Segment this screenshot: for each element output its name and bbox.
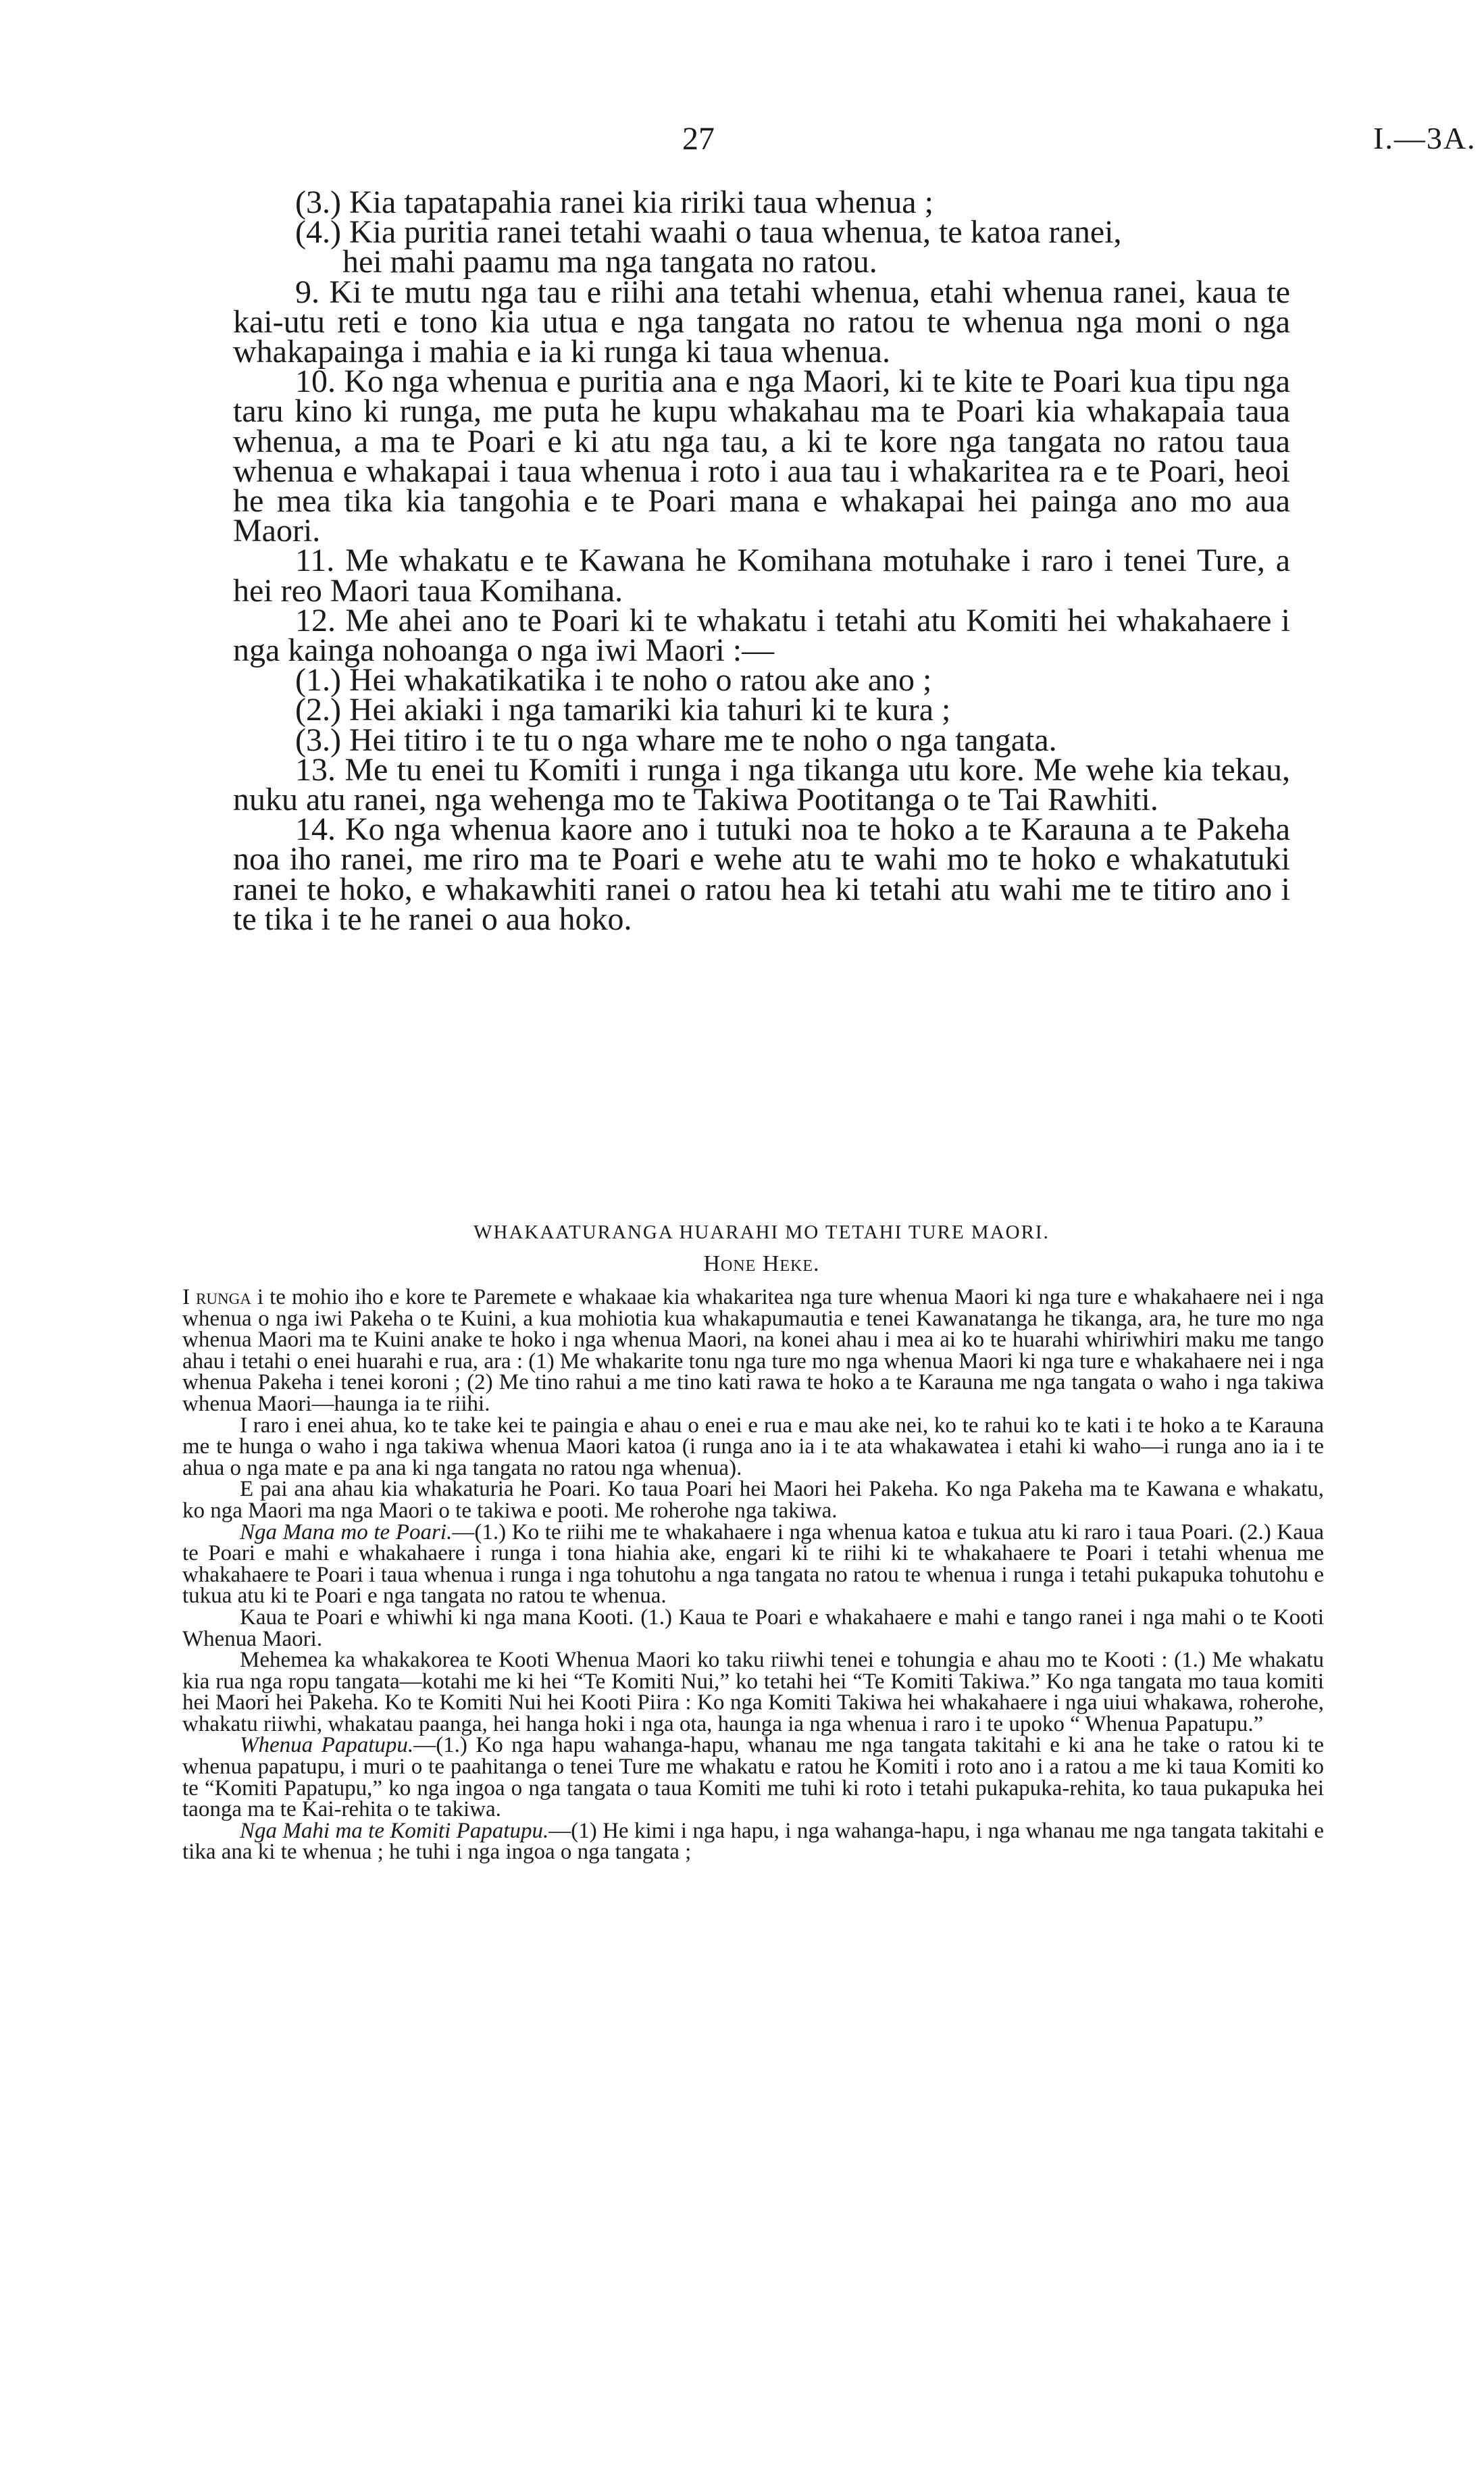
page-number: 27 [682, 121, 715, 157]
memo-paragraph-1-text: i te mohio iho e kore te Paremete e whakaae kia whakaritea nga ture whenua Maori ki nga ture e whakahaere nei i nga whenua o nga iwi Pakeha o te Kuini, a kua mohiotia kua whakapumautia e tenei Kawanatanga he tikanga, ara, he ture mo nga whenua Maori ma te Kuini anake te hoko i nga whenua Maori, na konei ahau i mea ai ko te huarahi whiriwhiri maku me tango ahau i tetahi o enei huarahi e rua, ara : (1) Me whakarite tonu nga ture mo nga whenua Maori ki nga ture e whakahaere nei i nga whenua Pakeha i tenei koroni ; (2) Me tino rahui a me tino kati rawa te hoko a te Karauna me nga tangata o waho i nga takiwa whenua Maori—haunga ia te riihi. [182, 1285, 1324, 1416]
bill-clauses [233, 184, 1290, 937]
clause-12-item-1: (1.) Hei whakatikatika i te noho o ratou ake ano ; [295, 662, 932, 699]
clause-8-item-4-continued: hei mahi paamu ma nga tangata no ratou. [342, 244, 877, 280]
clause-11: 11. Me whakatu e te Kawana he Komihana motuhake i raro i tenei Ture, a hei reo Maori taua Komihana. [233, 543, 1290, 609]
memo-paragraph-7 [182, 1735, 1324, 1820]
memo-paragraph-4 [182, 1519, 1324, 1609]
memo-paragraph-6: Mehemea ka whakakorea te Kooti Whenua Maori ko taku riiwhi tenei e tohungia e ahau mo te Kooti : (1.) Me whakatu kia rua nga ropu tangata—kotahi me ki hei “Te Komiti Nui,” ko tetahi hei “Te Komiti Takiwa.” Ko nga tangata mo taua komiti hei Maori hei Pakeha. Ko te Komiti Nui hei Kooti Piira : Ko nga Komiti Takiwa hei whakahaere i nga uiui whakawa, roherohe, whakatu riiwhi, whakatau paanga, hei hanga hoki i nga ota, haunga ia nga whenua i raro i te upoko “ Whenua Papatupu.” [182, 1648, 1324, 1736]
section-heading-committee-duties: Nga Mahi ma te Komiti Papatupu. [240, 1818, 549, 1843]
memo-paragraph-8-text: —(1) He kimi i nga hapu, i nga wahanga-hapu, i nga whanau me nga tangata takitahi e tika ana ki te whenua ; he tuhi i nga ingoa o nga tangata ; [182, 1818, 1324, 1865]
memo-lead-words: I runga [182, 1285, 251, 1309]
memo-paragraph-5: Kaua te Poari e whiwhi ki nga mana Kooti. (1.) Kaua te Poari e whakahaere e mahi e tango ranei i nga mahi o te Kooti Whenua Maori. [182, 1605, 1324, 1651]
clause-12: 12. Me ahei ano te Poari ki te whakatu i tetahi atu Komiti hei whakahaere i nga kainga nohoanga o nga iwi Maori :— [233, 602, 1290, 669]
section-heading-board-powers: Nga Mana mo te Poari. [240, 1519, 453, 1544]
memo-paragraph-8 [182, 1818, 1324, 1865]
memo-paragraph-2: I raro i enei ahua, ko te take kei te paingia e ahau o enei e rua e mau ake nei, ko te rahui ko te kati i te hoko a te Karauna me te hunga o waho i nga takiwa whenua Maori katoa (i runga ano ia i te ata whakawatea i etahi ki waho—i runga ano ia i te ahua o nga mate e pa ana ki nga tangata no ratou nga whenua). [182, 1413, 1324, 1480]
clause-9: 9. Ki te mutu nga tau e riihi ana tetahi whenua, etahi whenua ranei, kaua te kai-utu reti e tono kia utua e nga tangata no ratou te whenua nga moni o nga whakapainga i mahia e ia ki runga ki taua whenua. [233, 274, 1290, 370]
memo-paragraph-1 [182, 1287, 1324, 1415]
document-reference: I.—3A. [1373, 121, 1477, 155]
clause-10: 10. Ko nga whenua e puritia ana e nga Maori, ki te kite te Poari kua tipu nga taru kino ki runga, me puta he kupu whakahau ma te Poari kia whakapaia taua whenua, a ma te Poari e ki atu nga tau, a ki te kore nga tangata no ratou taua whenua e whakapai i taua whenua i roto i aua tau i whakaritea ra e te Poari, heoi he mea tika kia tangohia e te Poari mana e whakapai hei painga ano mo aua Maori. [233, 363, 1290, 549]
memo-paragraph-4-text: —(1.) Ko te riihi me te whakahaere i nga whenua katoa e tukua atu ki raro i taua Poari. (2.) Kaua te Poari e mahi e whakahaere i runga i tona hiahia ake, engari ki te riihi ki te whakahaere te Poari i tetahi whenua me whakahaere te Poari i taua whenua i runga i nga tohutohu a nga tangata no ratou te whenua i runga i tetahi pukapuka tohutohu e tukua atu ki te Poari e nga tangata no ratou te whenua. [182, 1519, 1324, 1609]
memo-title: WHAKAATURANGA HUARAHI MO TETAHI TURE MAORI. [474, 1222, 1050, 1243]
memo-paragraph-7-text: —(1.) Ko nga hapu wahanga-hapu, whanau me nga tangata takitahi e ki ana he take o ratou ki te whenua papatupu, i muri o te paahitanga o tenei Ture me whakatu e ratou he Komiti i roto ano i a ratou a me ki taua Komiti ko te “Komiti Papatupu,” ko nga ingoa o nga tangata o taua Komiti me tuhi ki roto i tetahi pukapuka-rehita, ko taua pukapuka hei taonga ma te Kai-rehita o te takiwa. [182, 1733, 1324, 1822]
clause-14: 14. Ko nga whenua kaore ano i tutuki noa te hoko a te Karauna a te Pakeha noa iho ranei, me riro ma te Poari e wehe atu te wahi mo te hoko e whakatutuki ranei te hoko, e whakawhiti ranei o ratou hea ki tetahi atu wahi me te titiro ano i te tika i te he ranei o aua hoko. [233, 811, 1290, 937]
section-heading-papatupu-land: Whenua Papatupu. [240, 1733, 414, 1758]
memo-paragraph-3: E pai ana ahau kia whakaturia he Poari. Ko taua Poari hei Maori hei Pakeha. Ko nga Pakeha ma te Kawana e whakatu, ko nga Maori ma nga Maori o te takiwa e pooti. Me roherohe nga takiwa. [182, 1477, 1324, 1523]
memo-body [182, 1287, 1324, 1863]
clause-8-item-4: (4.) Kia puritia ranei tetahi waahi o taua whenua, te katoa ranei, [295, 214, 1122, 251]
memo-author: Hone Heke. [703, 1251, 820, 1276]
clause-12-item-2: (2.) Hei akiaki i nga tamariki kia tahuri ki te kura ; [295, 692, 951, 728]
clause-8-item-3: (3.) Kia tapatapahia ranei kia ririki taua whenua ; [295, 184, 933, 220]
clause-13: 13. Me tu enei tu Komiti i runga i nga tikanga utu kore. Me wehe kia tekau, nuku atu ranei, nga wehenga mo te Takiwa Pootitanga o te Tai Rawhiti. [233, 751, 1290, 818]
clause-12-item-3: (3.) Hei titiro i te tu o nga whare me te noho o nga tangata. [295, 722, 1057, 758]
